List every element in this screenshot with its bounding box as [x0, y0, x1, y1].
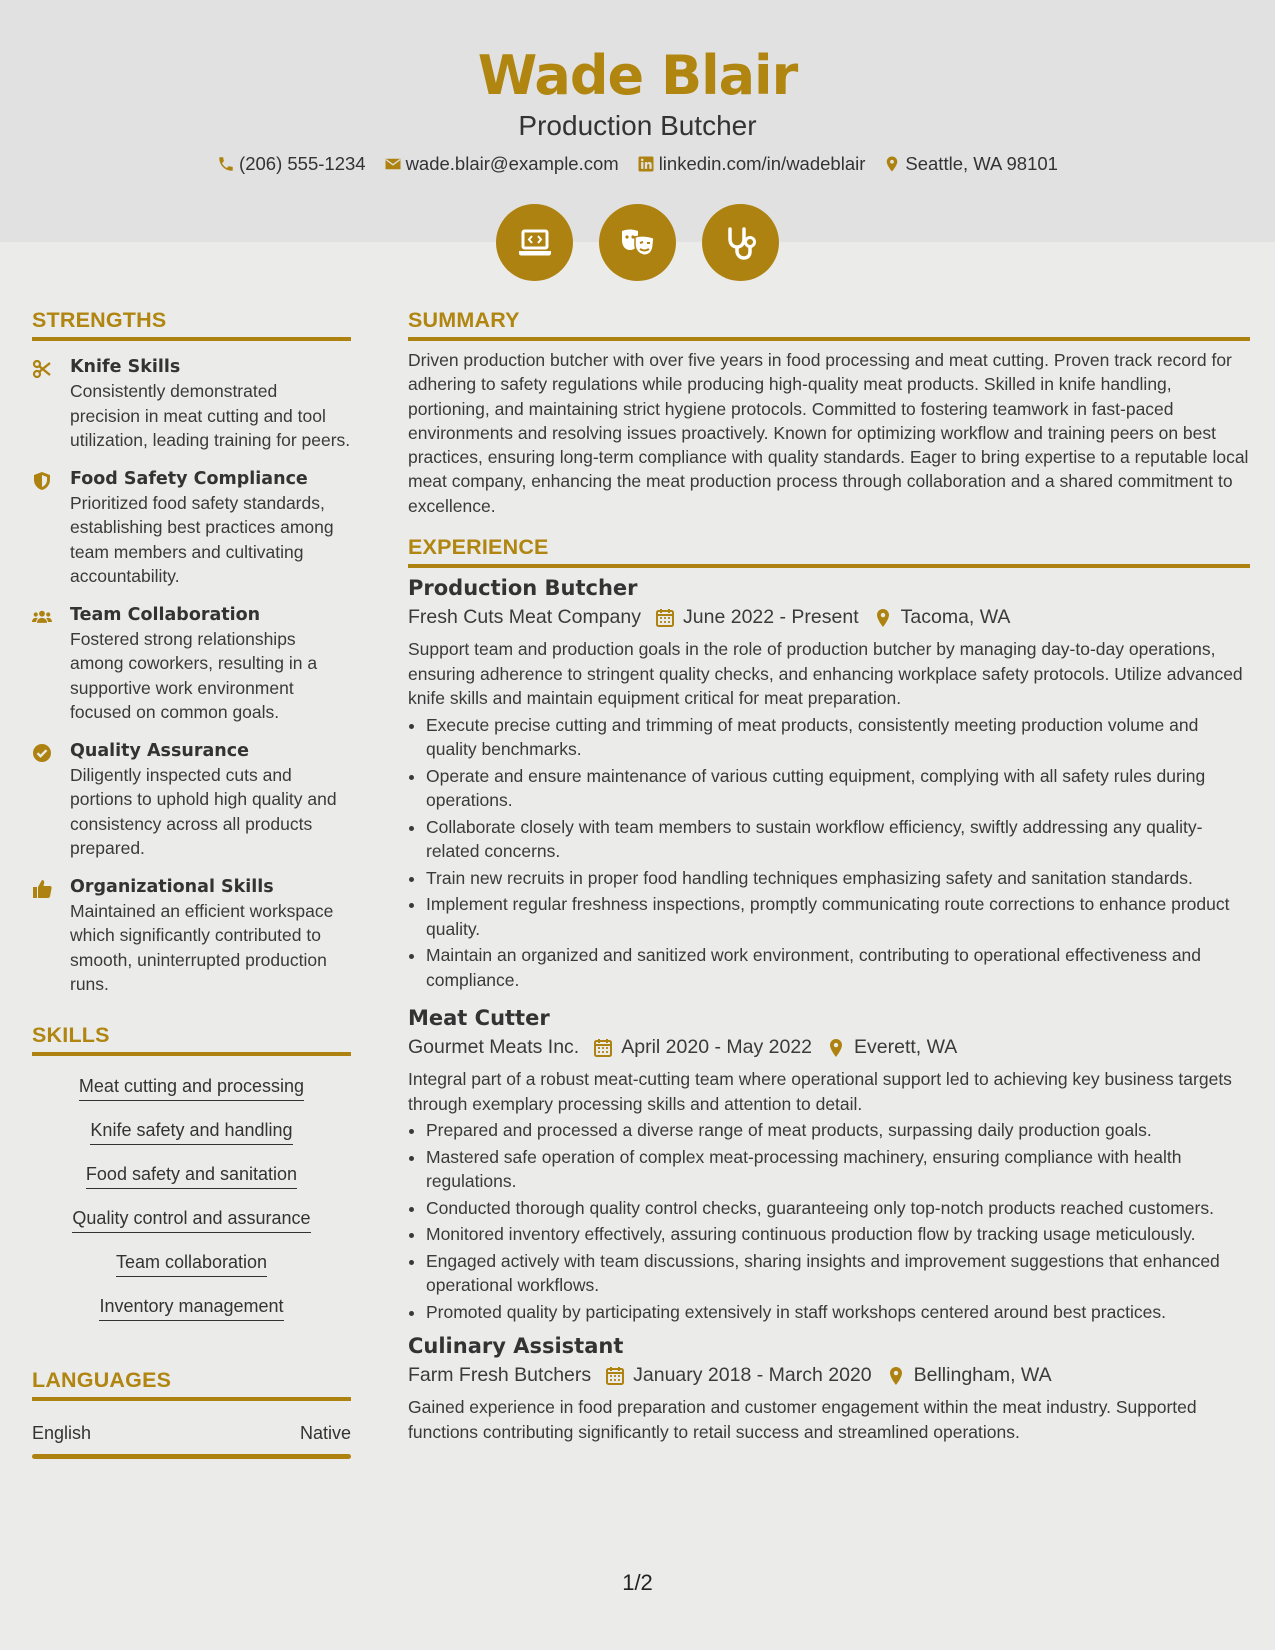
contact-linkedin[interactable] — [637, 153, 866, 175]
language-row — [32, 1423, 351, 1444]
users-icon — [32, 607, 52, 627]
candidate-name: Wade Blair — [477, 44, 798, 107]
job-bullet: • Conducted thorough quality control checks, guaranteeing only top-notch products reached customers. — [426, 1196, 1250, 1221]
stethoscope-icon — [721, 223, 761, 263]
linkedin-text: linkedin.com/in/wadeblair — [658, 153, 866, 174]
strength-desc: Diligently inspected cuts and portions to uphold high quality and consistency across all products prepared. — [70, 764, 337, 858]
strength-title: Team Collaboration — [70, 604, 261, 625]
interest-circle-laptop — [496, 204, 573, 281]
scissors-icon — [32, 359, 52, 379]
laptop-code-icon — [515, 223, 555, 263]
strength-item — [32, 603, 351, 725]
job-entry — [408, 1006, 1250, 1324]
skill-item: Food safety and sanitation — [86, 1164, 297, 1189]
skill-item: Quality control and assurance — [72, 1208, 310, 1233]
language-level: Native — [299, 1422, 351, 1443]
summary-heading: SUMMARY — [408, 308, 1250, 341]
job-location: Tacoma, WA — [900, 606, 1011, 629]
phone-icon — [217, 155, 235, 173]
skill-item: Inventory management — [99, 1296, 283, 1321]
strength-desc: Consistently demonstrated precision in meat cutting and tool utilization, leading training for peers. — [70, 381, 351, 450]
linkedin-icon — [637, 155, 655, 173]
language-name: English — [32, 1422, 92, 1443]
job-bullet: • Maintain an organized and sanitized work environment, contributing to operational effectiveness and compliance. — [426, 943, 1250, 992]
strength-item — [32, 467, 351, 589]
strength-item — [32, 739, 351, 861]
job-bullet: • Monitored inventory effectively, assuring continuous production flow by tracking usage meticulously. — [426, 1222, 1250, 1247]
job-description: Support team and production goals in the role of production butcher by managing day-to-day operations, ensuring adherence to stringent quality checks, and enhancing workplace safety protocols. Utilize advanced knife skills and maintain equipment critical for meat preparation. — [408, 639, 1243, 709]
check-circle-icon — [32, 743, 52, 763]
strength-desc: Prioritized food safety standards, establishing best practices among team members and cultivating accountability. — [70, 492, 334, 586]
job-bullet: • Implement regular freshness inspections, promptly communicating route corrections to enhance product quality. — [426, 892, 1250, 941]
job-company: Gourmet Meats Inc. — [408, 1036, 580, 1059]
contact-bar — [0, 153, 1275, 175]
location-text: Seattle, WA 98101 — [905, 153, 1058, 174]
map-pin-icon — [873, 608, 893, 628]
strength-title: Food Safety Compliance — [70, 468, 308, 489]
strength-title: Quality Assurance — [70, 740, 249, 761]
job-bullet: • Promoted quality by participating extensively in staff workshops centered around best practices. — [426, 1300, 1250, 1325]
job-bullet: • Mastered safe operation of complex meat-processing machinery, ensuring compliance with health regulations. — [426, 1145, 1250, 1194]
job-bullets — [408, 1118, 1250, 1324]
job-bullet: • Train new recruits in proper food handling techniques emphasizing safety and sanitation standards. — [426, 866, 1250, 891]
job-bullet: • Prepared and processed a diverse range of meat products, surpassing daily production goals. — [426, 1118, 1250, 1143]
job-location: Bellingham, WA — [913, 1364, 1052, 1387]
calendar-icon — [605, 1366, 625, 1386]
job-bullet: • Engaged actively with team discussions, sharing insights and improvement suggestions that enhanced operational workflows. — [426, 1249, 1250, 1298]
job-bullet: • Execute precise cutting and trimming of meat products, consistently meeting production volume and quality benchmarks. — [426, 713, 1250, 762]
language-proficiency-bar — [32, 1454, 351, 1459]
skills-list — [32, 1064, 351, 1328]
job-dates: January 2018 - March 2020 — [633, 1364, 872, 1387]
page-number: 1/2 — [622, 1570, 653, 1595]
job-title: Production Butcher — [408, 576, 638, 601]
job-entry — [408, 576, 1250, 992]
interest-circle-masks — [599, 204, 676, 281]
email-text: wade.blair@example.com — [405, 153, 619, 174]
job-dates: June 2022 - Present — [683, 606, 859, 629]
right-column — [408, 308, 1250, 1444]
contact-location — [883, 153, 1058, 175]
map-pin-icon — [883, 155, 901, 173]
job-meta — [408, 1036, 1250, 1059]
left-column — [32, 308, 351, 1459]
strength-title: Knife Skills — [70, 357, 181, 377]
strength-item — [32, 355, 351, 453]
interest-circle-stethoscope — [702, 204, 779, 281]
job-entry — [408, 1334, 1250, 1444]
job-meta — [408, 1364, 1250, 1387]
map-pin-icon — [886, 1366, 906, 1386]
job-title: Meat Cutter — [408, 1006, 550, 1031]
experience-heading: EXPERIENCE — [408, 535, 1250, 568]
job-meta — [408, 606, 1250, 629]
job-bullet: • Operate and ensure maintenance of various cutting equipment, complying with all safety rules during operations. — [426, 764, 1250, 813]
map-pin-icon — [826, 1038, 846, 1058]
thumbs-up-icon — [32, 879, 52, 899]
skill-item: Team collaboration — [116, 1252, 267, 1277]
calendar-icon — [593, 1038, 613, 1058]
contact-email[interactable] — [384, 153, 619, 175]
job-bullets — [408, 713, 1250, 993]
phone-text: (206) 555-1234 — [239, 153, 366, 174]
job-location: Everett, WA — [854, 1036, 958, 1059]
skill-item: Knife safety and handling — [90, 1120, 292, 1145]
shield-icon — [32, 471, 52, 491]
job-title: Culinary Assistant — [408, 1334, 624, 1359]
strength-title: Organizational Skills — [70, 876, 274, 897]
candidate-title: Production Butcher — [518, 110, 757, 141]
job-description: Gained experience in food preparation and customer engagement within the meat industry. Supported functions contributing significantly to retail success and streamlined operations. — [408, 1397, 1197, 1442]
strength-desc: Maintained an efficient workspace which significantly contributed to smooth, uninterrupted production runs. — [70, 900, 334, 994]
job-dates: April 2020 - May 2022 — [621, 1036, 813, 1059]
email-icon — [384, 155, 402, 173]
job-description: Integral part of a robust meat-cutting team where operational support led to achieving key business targets through exemplary processing skills and attention to detail. — [408, 1069, 1232, 1114]
interest-icons — [0, 204, 1275, 281]
skills-heading: SKILLS — [32, 1023, 351, 1056]
strengths-heading: STRENGTHS — [32, 308, 351, 341]
strength-desc: Fostered strong relationships among coworkers, resulting in a supportive work environment focused on common goals. — [70, 628, 318, 722]
theater-masks-icon — [618, 223, 658, 263]
languages-heading: LANGUAGES — [32, 1368, 351, 1401]
job-company: Farm Fresh Butchers — [408, 1364, 592, 1387]
job-company: Fresh Cuts Meat Company — [408, 606, 642, 629]
strength-item — [32, 875, 351, 997]
job-bullet: • Collaborate closely with team members to sustain workflow efficiency, swiftly addressing any quality-related concerns. — [426, 815, 1250, 864]
contact-phone[interactable] — [217, 153, 366, 175]
calendar-icon — [655, 608, 675, 628]
skill-item: Meat cutting and processing — [79, 1076, 304, 1101]
summary-text: Driven production butcher with over five years in food processing and meat cutting. Proven track record for adhering to safety regulations while producing high-quality meat products. Skilled in knife handling, portioning, and maintaining strict hygiene protocols. Committed to fostering teamwork in fast-paced environments and resolving issues proactively. Known for optimizing workflow and training peers on best practices, ensuring long-term compliance with quality standards. Eager to bring expertise to a reputable local meat company, enhancing the meat production process through collaboration and a shared commitment to excellence. — [408, 350, 1249, 516]
